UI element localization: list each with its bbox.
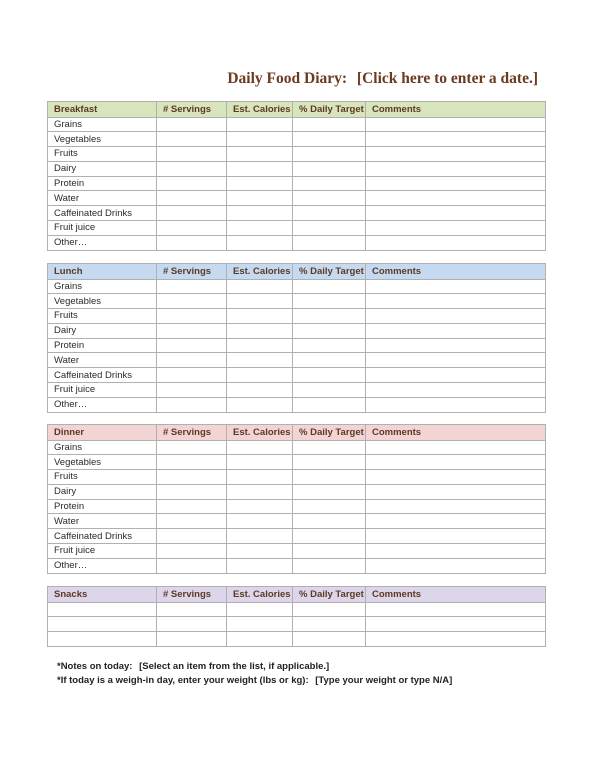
calories-cell[interactable] [227, 617, 293, 632]
servings-cell[interactable] [157, 368, 227, 383]
column-header-daily-target: % Daily Target [293, 587, 366, 603]
calories-cell[interactable] [227, 353, 293, 368]
table-row [48, 235, 546, 250]
daily-target-cell[interactable] [293, 235, 366, 250]
calories-cell[interactable] [227, 383, 293, 398]
table-row [48, 602, 546, 617]
daily-target-cell[interactable] [293, 544, 366, 559]
servings-cell[interactable] [157, 544, 227, 559]
column-header-calories: Est. Calories [227, 425, 293, 441]
daily-target-cell[interactable] [293, 558, 366, 573]
food-category-label: Other… [48, 558, 157, 573]
food-category-label: Grains [48, 279, 157, 294]
daily-target-cell[interactable] [293, 617, 366, 632]
comments-cell[interactable] [366, 147, 546, 162]
servings-cell[interactable] [157, 455, 227, 470]
table-body [48, 279, 546, 412]
daily-target-cell[interactable] [293, 440, 366, 455]
comments-cell[interactable] [366, 309, 546, 324]
daily-target-cell[interactable] [293, 529, 366, 544]
table-row [48, 529, 546, 544]
food-category-label [48, 617, 157, 632]
daily-target-cell[interactable] [293, 206, 366, 221]
calories-cell[interactable] [227, 132, 293, 147]
table-body [48, 602, 546, 646]
servings-cell[interactable] [157, 338, 227, 353]
food-category-label: Fruits [48, 309, 157, 324]
food-category-label: Fruits [48, 470, 157, 485]
daily-target-cell[interactable] [293, 279, 366, 294]
calories-cell[interactable] [227, 191, 293, 206]
servings-cell[interactable] [157, 397, 227, 412]
table-row [48, 191, 546, 206]
table-row [48, 617, 546, 632]
comments-cell[interactable] [366, 161, 546, 176]
notes-today-label: *Notes on today: [57, 661, 133, 672]
column-header-comments: Comments [366, 102, 546, 118]
servings-cell[interactable] [157, 132, 227, 147]
servings-cell[interactable] [157, 191, 227, 206]
food-category-label: Caffeinated Drinks [48, 368, 157, 383]
comments-cell[interactable] [366, 602, 546, 617]
table-row [48, 309, 546, 324]
breakfast-table [47, 101, 546, 251]
food-category-label [48, 602, 157, 617]
comments-cell[interactable] [366, 383, 546, 398]
servings-cell[interactable] [157, 176, 227, 191]
comments-cell[interactable] [366, 353, 546, 368]
food-category-label: Protein [48, 176, 157, 191]
comments-cell[interactable] [366, 191, 546, 206]
comments-cell[interactable] [366, 132, 546, 147]
daily-target-cell[interactable] [293, 368, 366, 383]
servings-cell[interactable] [157, 235, 227, 250]
table-row [48, 206, 546, 221]
comments-cell[interactable] [366, 440, 546, 455]
comments-cell[interactable] [366, 499, 546, 514]
daily-target-cell[interactable] [293, 484, 366, 499]
servings-cell[interactable] [157, 529, 227, 544]
comments-cell[interactable] [366, 558, 546, 573]
meal-header-snacks: Snacks [48, 587, 157, 603]
food-category-label [48, 632, 157, 647]
column-header-servings: # Servings [157, 102, 227, 118]
calories-cell[interactable] [227, 309, 293, 324]
food-category-label: Dairy [48, 161, 157, 176]
comments-cell[interactable] [366, 279, 546, 294]
food-category-label: Other… [48, 397, 157, 412]
comments-cell[interactable] [366, 455, 546, 470]
column-header-calories: Est. Calories [227, 264, 293, 280]
food-category-label: Vegetables [48, 455, 157, 470]
servings-cell[interactable] [157, 221, 227, 236]
comments-cell[interactable] [366, 397, 546, 412]
table-row [48, 161, 546, 176]
servings-cell[interactable] [157, 161, 227, 176]
daily-target-cell[interactable] [293, 176, 366, 191]
table-header-row [48, 102, 546, 118]
daily-target-cell[interactable] [293, 499, 366, 514]
table-header-row [48, 587, 546, 603]
daily-target-cell[interactable] [293, 294, 366, 309]
food-category-label: Vegetables [48, 294, 157, 309]
daily-target-cell[interactable] [293, 397, 366, 412]
food-category-label: Water [48, 514, 157, 529]
table-row [48, 514, 546, 529]
meal-header-breakfast: Breakfast [48, 102, 157, 118]
column-header-calories: Est. Calories [227, 587, 293, 603]
calories-cell[interactable] [227, 499, 293, 514]
daily-target-cell[interactable] [293, 161, 366, 176]
comments-cell[interactable] [366, 529, 546, 544]
calories-cell[interactable] [227, 455, 293, 470]
food-category-label: Fruits [48, 147, 157, 162]
servings-cell[interactable] [157, 117, 227, 132]
table-row [48, 279, 546, 294]
food-category-label: Grains [48, 440, 157, 455]
weigh-in-label: *If today is a weigh-in day, enter your weight (lbs or kg): [57, 675, 309, 686]
comments-cell[interactable] [366, 544, 546, 559]
servings-cell[interactable] [157, 279, 227, 294]
table-row [48, 353, 546, 368]
servings-cell[interactable] [157, 484, 227, 499]
table-row [48, 294, 546, 309]
table-header-row [48, 264, 546, 280]
calories-cell[interactable] [227, 176, 293, 191]
calories-cell[interactable] [227, 117, 293, 132]
column-header-daily-target: % Daily Target [293, 102, 366, 118]
servings-cell[interactable] [157, 617, 227, 632]
table-row [48, 632, 546, 647]
food-category-label: Dairy [48, 484, 157, 499]
lunch-table [47, 263, 546, 413]
daily-target-cell[interactable] [293, 191, 366, 206]
calories-cell[interactable] [227, 632, 293, 647]
daily-target-cell[interactable] [293, 323, 366, 338]
calories-cell[interactable] [227, 368, 293, 383]
comments-cell[interactable] [366, 294, 546, 309]
calories-cell[interactable] [227, 529, 293, 544]
comments-cell[interactable] [366, 368, 546, 383]
daily-target-cell[interactable] [293, 147, 366, 162]
column-header-daily-target: % Daily Target [293, 264, 366, 280]
comments-cell[interactable] [366, 117, 546, 132]
table-header-row [48, 425, 546, 441]
food-category-label: Grains [48, 117, 157, 132]
comments-cell[interactable] [366, 470, 546, 485]
table-row [48, 499, 546, 514]
daily-target-cell[interactable] [293, 117, 366, 132]
servings-cell[interactable] [157, 383, 227, 398]
calories-cell[interactable] [227, 221, 293, 236]
comments-cell[interactable] [366, 632, 546, 647]
table-row [48, 147, 546, 162]
servings-cell[interactable] [157, 470, 227, 485]
calories-cell[interactable] [227, 279, 293, 294]
table-row [48, 470, 546, 485]
calories-cell[interactable] [227, 470, 293, 485]
meal-header-dinner: Dinner [48, 425, 157, 441]
date-placeholder-field[interactable]: [Click here to enter a date.] [356, 70, 538, 87]
food-category-label: Water [48, 353, 157, 368]
servings-cell[interactable] [157, 206, 227, 221]
daily-target-cell[interactable] [293, 309, 366, 324]
calories-cell[interactable] [227, 206, 293, 221]
table-row [48, 338, 546, 353]
daily-target-cell[interactable] [293, 353, 366, 368]
calories-cell[interactable] [227, 602, 293, 617]
table-row [48, 368, 546, 383]
comments-cell[interactable] [366, 206, 546, 221]
daily-target-cell[interactable] [293, 632, 366, 647]
food-category-label: Vegetables [48, 132, 157, 147]
column-header-daily-target: % Daily Target [293, 425, 366, 441]
daily-target-cell[interactable] [293, 383, 366, 398]
column-header-calories: Est. Calories [227, 102, 293, 118]
table-body [48, 440, 546, 573]
comments-cell[interactable] [366, 323, 546, 338]
calories-cell[interactable] [227, 484, 293, 499]
dinner-table [47, 424, 546, 574]
table-row [48, 117, 546, 132]
column-header-comments: Comments [366, 587, 546, 603]
food-category-label: Fruit juice [48, 544, 157, 559]
comments-cell[interactable] [366, 235, 546, 250]
servings-cell[interactable] [157, 440, 227, 455]
food-category-label: Fruit juice [48, 383, 157, 398]
calories-cell[interactable] [227, 338, 293, 353]
calories-cell[interactable] [227, 147, 293, 162]
column-header-servings: # Servings [157, 425, 227, 441]
food-category-label: Dairy [48, 323, 157, 338]
comments-cell[interactable] [366, 338, 546, 353]
food-category-label: Protein [48, 499, 157, 514]
table-row [48, 397, 546, 412]
calories-cell[interactable] [227, 161, 293, 176]
table-row [48, 221, 546, 236]
calories-cell[interactable] [227, 440, 293, 455]
daily-target-cell[interactable] [293, 602, 366, 617]
calories-cell[interactable] [227, 514, 293, 529]
servings-cell[interactable] [157, 294, 227, 309]
servings-cell[interactable] [157, 353, 227, 368]
table-row [48, 455, 546, 470]
servings-cell[interactable] [157, 558, 227, 573]
notes-today-line [57, 660, 452, 674]
comments-cell[interactable] [366, 176, 546, 191]
table-row [48, 440, 546, 455]
page-title [227, 70, 538, 88]
meal-header-lunch: Lunch [48, 264, 157, 280]
column-header-comments: Comments [366, 264, 546, 280]
calories-cell[interactable] [227, 323, 293, 338]
daily-target-cell[interactable] [293, 455, 366, 470]
daily-target-cell[interactable] [293, 514, 366, 529]
table-row [48, 323, 546, 338]
title-text: Daily Food Diary: [227, 70, 348, 87]
calories-cell[interactable] [227, 558, 293, 573]
food-category-label: Protein [48, 338, 157, 353]
calories-cell[interactable] [227, 235, 293, 250]
table-row [48, 558, 546, 573]
table-row [48, 484, 546, 499]
daily-target-cell[interactable] [293, 338, 366, 353]
servings-cell[interactable] [157, 309, 227, 324]
food-category-label: Fruit juice [48, 221, 157, 236]
daily-target-cell[interactable] [293, 132, 366, 147]
food-category-label: Other… [48, 235, 157, 250]
snacks-table [47, 586, 546, 647]
servings-cell[interactable] [157, 147, 227, 162]
daily-target-cell[interactable] [293, 470, 366, 485]
calories-cell[interactable] [227, 397, 293, 412]
weigh-in-line [57, 674, 452, 688]
servings-cell[interactable] [157, 514, 227, 529]
food-category-label: Caffeinated Drinks [48, 206, 157, 221]
food-category-label: Caffeinated Drinks [48, 529, 157, 544]
column-header-servings: # Servings [157, 264, 227, 280]
servings-cell[interactable] [157, 323, 227, 338]
servings-cell[interactable] [157, 499, 227, 514]
calories-cell[interactable] [227, 294, 293, 309]
table-body [48, 117, 546, 250]
comments-cell[interactable] [366, 514, 546, 529]
notes-today-dropdown[interactable]: [Select an item from the list, if applicable.] [139, 661, 330, 672]
table-row [48, 132, 546, 147]
column-header-comments: Comments [366, 425, 546, 441]
notes-section [57, 660, 452, 688]
column-header-servings: # Servings [157, 587, 227, 603]
comments-cell[interactable] [366, 484, 546, 499]
comments-cell[interactable] [366, 221, 546, 236]
servings-cell[interactable] [157, 602, 227, 617]
daily-target-cell[interactable] [293, 221, 366, 236]
table-row [48, 544, 546, 559]
table-row [48, 176, 546, 191]
comments-cell[interactable] [366, 617, 546, 632]
calories-cell[interactable] [227, 544, 293, 559]
servings-cell[interactable] [157, 632, 227, 647]
food-category-label: Water [48, 191, 157, 206]
table-row [48, 383, 546, 398]
weight-input-field[interactable]: [Type your weight or type N/A] [315, 675, 453, 686]
